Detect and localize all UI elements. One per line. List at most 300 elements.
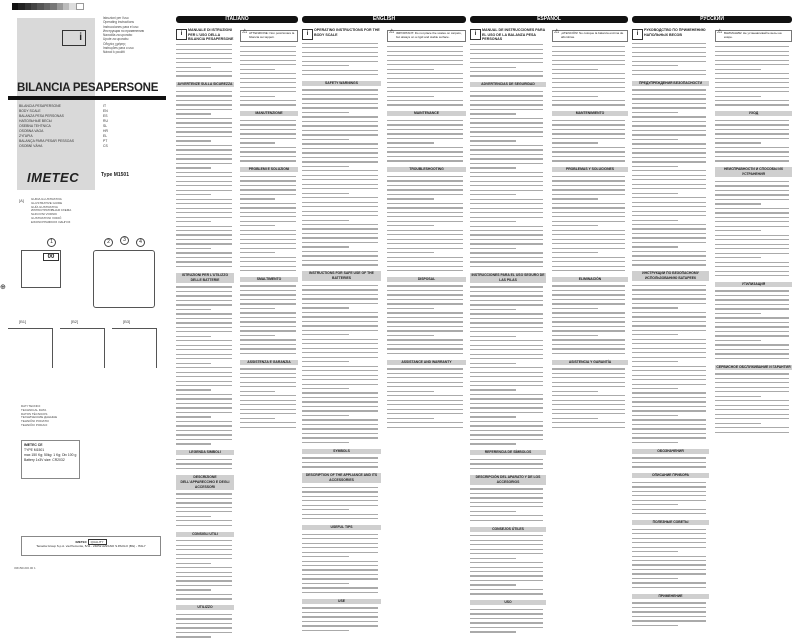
text-line	[470, 295, 543, 296]
text-line	[552, 138, 625, 139]
text-line	[387, 180, 463, 181]
language-list	[103, 16, 144, 55]
text-line	[470, 372, 543, 373]
text-line	[632, 551, 678, 552]
text-line	[470, 515, 543, 516]
text-line	[470, 185, 543, 186]
text-line	[176, 49, 232, 50]
text-line	[552, 60, 625, 61]
text-line	[632, 228, 706, 229]
text-line	[176, 266, 232, 267]
text-line	[240, 368, 296, 369]
text-line	[470, 381, 543, 382]
text-line	[715, 156, 789, 157]
text-line	[176, 520, 232, 521]
text-line	[470, 327, 543, 328]
text-line	[632, 343, 706, 344]
text-line	[470, 345, 543, 346]
guide-title: ILLUSTRATIVE GUIDE	[31, 200, 63, 205]
text-line	[632, 379, 706, 380]
section-heading: LEGENDA SIMBOLI	[176, 450, 234, 455]
text-line	[302, 197, 378, 198]
text-line	[715, 147, 789, 148]
text-line	[552, 409, 625, 410]
text-line	[632, 152, 706, 153]
text-line	[302, 437, 378, 438]
text-line	[302, 47, 378, 48]
text-line	[632, 224, 706, 225]
language-code: EN	[103, 109, 108, 113]
text-line	[387, 303, 463, 304]
text-line	[302, 518, 378, 519]
text-line	[176, 91, 232, 92]
text-line	[632, 298, 706, 299]
language-column-1	[302, 16, 466, 603]
text-line	[302, 321, 378, 322]
text-line	[176, 313, 232, 314]
text-line	[715, 199, 789, 200]
text-line	[715, 308, 789, 309]
text-line	[632, 370, 706, 371]
text-line	[387, 216, 463, 217]
text-line	[240, 82, 296, 83]
text-line	[715, 181, 789, 182]
text-line	[302, 607, 378, 608]
text-line	[470, 49, 543, 50]
text-line	[470, 203, 543, 204]
text-line	[302, 43, 378, 44]
text-line	[715, 230, 761, 231]
product-name: BALANÇA PARA PESAR PESSOAS	[19, 139, 74, 143]
text-line	[240, 266, 296, 267]
text-line	[632, 139, 678, 140]
text-line	[240, 64, 296, 65]
text-line	[302, 98, 378, 99]
text-line	[302, 175, 378, 176]
text-line	[176, 53, 232, 54]
guide-titles	[31, 198, 71, 225]
text-line	[632, 246, 678, 247]
text-line	[715, 221, 789, 222]
text-line	[176, 261, 232, 262]
text-line	[552, 353, 625, 354]
text-line	[470, 613, 543, 614]
text-line	[470, 252, 543, 253]
text-line	[632, 625, 678, 626]
product-name: BALANZA PESA PERSONAS	[19, 114, 64, 118]
text-line	[470, 243, 543, 244]
section-heading: TROUBLESHOOTING	[387, 167, 466, 172]
text-line	[302, 260, 378, 261]
text-line	[632, 504, 678, 505]
text-line	[715, 335, 789, 336]
tech-data-title: DATI TECNICI	[21, 404, 41, 408]
text-line	[632, 388, 678, 389]
text-line	[387, 266, 463, 267]
text-line	[302, 170, 378, 171]
text-line	[632, 462, 706, 463]
text-line	[470, 421, 543, 422]
section-heading: ISTRUZIONI PER L'UTILIZZO DELLE BATTERIE	[176, 273, 234, 283]
text-line	[715, 299, 789, 300]
text-line	[387, 239, 463, 240]
text-line	[240, 294, 296, 295]
text-line	[176, 614, 232, 615]
text-line	[632, 116, 706, 117]
text-line	[552, 198, 598, 199]
text-line	[632, 94, 706, 95]
text-line	[176, 367, 232, 368]
text-line	[387, 391, 434, 392]
language-column-0	[176, 16, 298, 610]
text-line	[470, 407, 543, 408]
text-line	[302, 215, 378, 216]
text-line	[715, 124, 789, 125]
text-line	[632, 578, 678, 579]
text-line	[387, 335, 434, 336]
text-line	[715, 69, 761, 70]
text-line	[302, 166, 349, 167]
text-line	[302, 547, 378, 548]
text-line	[632, 401, 706, 402]
section-heading: ELIMINACIÓN	[552, 277, 628, 282]
text-line	[470, 627, 543, 628]
text-line	[302, 621, 378, 622]
text-line	[470, 154, 543, 155]
text-line	[302, 415, 349, 416]
title-divider	[8, 96, 166, 100]
text-line	[176, 576, 232, 577]
text-line	[240, 395, 296, 396]
text-line	[632, 573, 706, 574]
text-line	[240, 252, 275, 253]
text-line	[715, 387, 789, 388]
text-line	[632, 65, 678, 66]
text-line	[715, 317, 789, 318]
text-line	[176, 627, 232, 628]
text-line	[240, 377, 296, 378]
text-line	[302, 406, 378, 407]
section-heading: ASSISTANCE AND WARRANTY	[387, 360, 466, 365]
text-line	[632, 482, 706, 483]
text-line	[176, 300, 232, 301]
text-line	[302, 130, 378, 131]
text-line	[632, 202, 706, 203]
text-line	[552, 230, 625, 231]
text-line	[632, 148, 706, 149]
text-line	[240, 335, 275, 336]
section-heading: MANUTENZIONE	[240, 111, 298, 116]
text-line	[302, 112, 349, 113]
text-line	[176, 221, 211, 222]
text-line	[176, 636, 211, 637]
text-line	[240, 386, 296, 387]
language-header: РУССКИЙ	[632, 16, 792, 23]
text-line	[302, 148, 378, 149]
text-line	[387, 198, 434, 199]
text-line	[470, 62, 543, 63]
text-line	[632, 547, 706, 548]
text-line	[715, 151, 789, 152]
text-line	[470, 463, 543, 464]
text-line	[470, 520, 543, 521]
text-line	[302, 307, 349, 308]
text-line	[715, 313, 761, 314]
text-line	[240, 382, 296, 383]
text-line	[715, 133, 789, 134]
text-line	[552, 373, 625, 374]
section-heading: DESCRIPTION OF THE APPLIANCE AND ITS ACCESSORIES	[302, 473, 381, 483]
text-line	[552, 382, 625, 383]
text-line	[302, 462, 378, 463]
text-line	[176, 234, 232, 235]
text-line	[240, 147, 296, 148]
text-line	[470, 340, 543, 341]
text-line	[302, 125, 378, 126]
text-line	[632, 166, 678, 167]
section-heading: НЕИСПРАВНОСТИ И СПОСОБЫ ИХ УСТРАНЕНИЯ	[715, 167, 792, 177]
text-line	[632, 70, 706, 71]
text-line	[387, 413, 463, 414]
text-line	[715, 203, 761, 204]
text-line	[552, 212, 625, 213]
text-line	[302, 312, 378, 313]
text-line	[387, 203, 463, 204]
product-name: ΖΥΓΑΡΙΑ	[19, 134, 33, 138]
text-line	[715, 418, 789, 419]
text-line	[387, 326, 463, 327]
text-line	[302, 361, 349, 362]
text-line	[715, 91, 789, 92]
text-line	[632, 52, 706, 53]
text-line	[632, 334, 678, 335]
text-line	[470, 459, 543, 460]
text-line	[240, 78, 296, 79]
text-line	[387, 377, 463, 378]
text-line	[715, 208, 789, 209]
text-line	[176, 95, 232, 96]
text-line	[470, 488, 543, 489]
text-line	[302, 352, 378, 353]
text-line	[552, 386, 625, 387]
text-line	[176, 493, 232, 494]
section-heading: ПРИМЕНЕНИЕ	[632, 594, 709, 599]
text-line	[176, 322, 232, 323]
battery-step-1-illustration	[8, 328, 53, 368]
text-line	[387, 151, 463, 152]
text-line	[176, 623, 232, 624]
text-line	[302, 70, 378, 71]
text-line	[552, 413, 625, 414]
text-line	[240, 418, 275, 419]
text-line	[302, 188, 378, 189]
guide-title: GUÍA ILUSTRATIVA	[31, 204, 58, 209]
text-line	[470, 493, 543, 494]
text-line	[470, 257, 543, 258]
text-line	[470, 567, 543, 568]
text-line	[176, 554, 232, 555]
text-line	[302, 616, 378, 617]
battery-step-2-illustration	[60, 328, 105, 368]
subcolumn-right	[552, 28, 628, 428]
text-line	[470, 75, 543, 76]
language-item: Инструкция по применению	[103, 28, 145, 33]
text-line	[240, 185, 296, 186]
section-heading: ADVERTENCIAS DE SEGURIDAD	[470, 82, 546, 87]
text-line	[176, 122, 232, 123]
label-capacity: max 150 Kg; 50kg: 1 Kg; Div 100 g	[24, 453, 77, 457]
label-brand: IMETEC	[24, 443, 37, 447]
text-line	[302, 246, 349, 247]
text-line	[552, 326, 625, 327]
text-line	[470, 354, 543, 355]
text-line	[470, 363, 516, 364]
text-line	[470, 199, 543, 200]
text-line	[240, 60, 296, 61]
text-line	[470, 439, 543, 440]
text-line	[715, 409, 789, 410]
text-line	[470, 430, 543, 431]
language-item: Upute za uporabu	[103, 37, 129, 42]
text-line	[552, 303, 625, 304]
text-line	[632, 397, 706, 398]
text-line	[552, 317, 625, 318]
text-line	[240, 330, 296, 331]
product-name: OSOBNÍ VÁHA	[19, 144, 43, 148]
subcolumn-left	[470, 28, 546, 633]
text-line	[302, 401, 378, 402]
warning-box: ⚠ IMPORTANT: Do not place the scales on carpets, but always on a rigid and stable surface.	[387, 30, 466, 42]
text-line	[387, 330, 463, 331]
text-line	[470, 398, 543, 399]
text-line	[470, 167, 516, 168]
text-line	[176, 618, 232, 619]
text-line	[240, 299, 296, 300]
text-line	[176, 502, 232, 503]
text-line	[387, 51, 463, 52]
text-line	[470, 506, 543, 507]
text-line	[302, 184, 378, 185]
section-heading: DESCRIZIONE DELL'APPARECCHIO E DEGLI ACCESSORI	[176, 475, 234, 490]
guide-title: ILUSTRATIVNI VODIČ	[31, 215, 62, 220]
text-line	[632, 491, 706, 492]
model-type: Type M1501	[101, 172, 129, 178]
text-line	[632, 312, 706, 313]
section-heading: ОПИСАНИЕ ПРИБОРА	[632, 473, 709, 478]
text-line	[632, 242, 706, 243]
product-name: OSOBNA VAGA	[19, 129, 44, 133]
text-line	[176, 376, 232, 377]
text-line	[552, 51, 625, 52]
text-line	[715, 405, 789, 406]
text-line	[470, 331, 543, 332]
text-line	[552, 156, 625, 157]
text-line	[240, 151, 296, 152]
text-line	[302, 592, 378, 593]
text-line	[302, 583, 349, 584]
text-line	[176, 100, 232, 101]
text-line	[632, 188, 706, 189]
text-line	[715, 275, 789, 276]
guide-title: SLIKOVNI VODNIK	[31, 212, 58, 217]
text-line	[302, 357, 378, 358]
text-line	[715, 235, 789, 236]
text-line	[387, 317, 463, 318]
text-line	[632, 538, 706, 539]
text-line	[470, 239, 543, 240]
text-line	[552, 194, 625, 195]
text-line	[552, 299, 625, 300]
text-line	[715, 78, 789, 79]
text-line	[176, 434, 232, 435]
text-line	[302, 538, 378, 539]
product-name: BODY SCALE	[19, 109, 41, 113]
subcolumn-left	[302, 28, 381, 632]
text-line	[176, 459, 232, 460]
text-line	[387, 368, 463, 369]
text-line	[176, 295, 232, 296]
text-line	[632, 582, 706, 583]
text-line	[552, 82, 625, 83]
text-line	[176, 381, 232, 382]
text-line	[715, 331, 789, 332]
text-line	[302, 561, 378, 562]
section-heading: УТИЛИЗАЦИЯ	[715, 282, 792, 287]
text-line	[470, 291, 543, 292]
text-line	[240, 409, 296, 410]
text-line	[715, 271, 789, 272]
text-line	[632, 533, 706, 534]
text-line	[176, 167, 211, 168]
step-label-b1: [B1]	[19, 319, 27, 324]
language-item: Οδηγίες χρήσης	[103, 41, 126, 46]
text-line	[715, 290, 789, 291]
text-line	[552, 73, 625, 74]
text-line	[715, 257, 761, 258]
text-line	[240, 176, 296, 177]
text-line	[470, 609, 543, 610]
text-line	[715, 217, 789, 218]
text-line	[632, 285, 706, 286]
guide-title: ИЛЛЮСТРАТИВНАЯ СХЕМА	[31, 208, 72, 213]
text-line	[176, 567, 232, 568]
text-line	[632, 569, 706, 570]
text-line	[470, 234, 543, 235]
text-line	[632, 500, 706, 501]
text-line	[632, 143, 706, 144]
language-codes	[103, 104, 108, 149]
battery-step-3-illustration	[112, 328, 157, 368]
text-line	[302, 487, 378, 488]
text-line	[176, 363, 211, 364]
text-line	[552, 78, 625, 79]
text-line	[470, 511, 516, 512]
text-line	[632, 47, 706, 48]
text-line	[470, 286, 543, 287]
text-line	[715, 378, 789, 379]
text-line	[176, 398, 232, 399]
text-line	[387, 261, 463, 262]
text-line	[470, 145, 543, 146]
product-name: OSEBNA TEHTNICA	[19, 124, 51, 128]
section-heading: ОБОЗНАЧЕНИЯ	[632, 449, 709, 454]
text-line	[632, 410, 706, 411]
text-line	[302, 56, 378, 57]
section-heading: SMALTIMENTO	[240, 277, 298, 282]
text-line	[632, 564, 706, 565]
text-line	[552, 129, 625, 130]
text-line	[632, 61, 706, 62]
